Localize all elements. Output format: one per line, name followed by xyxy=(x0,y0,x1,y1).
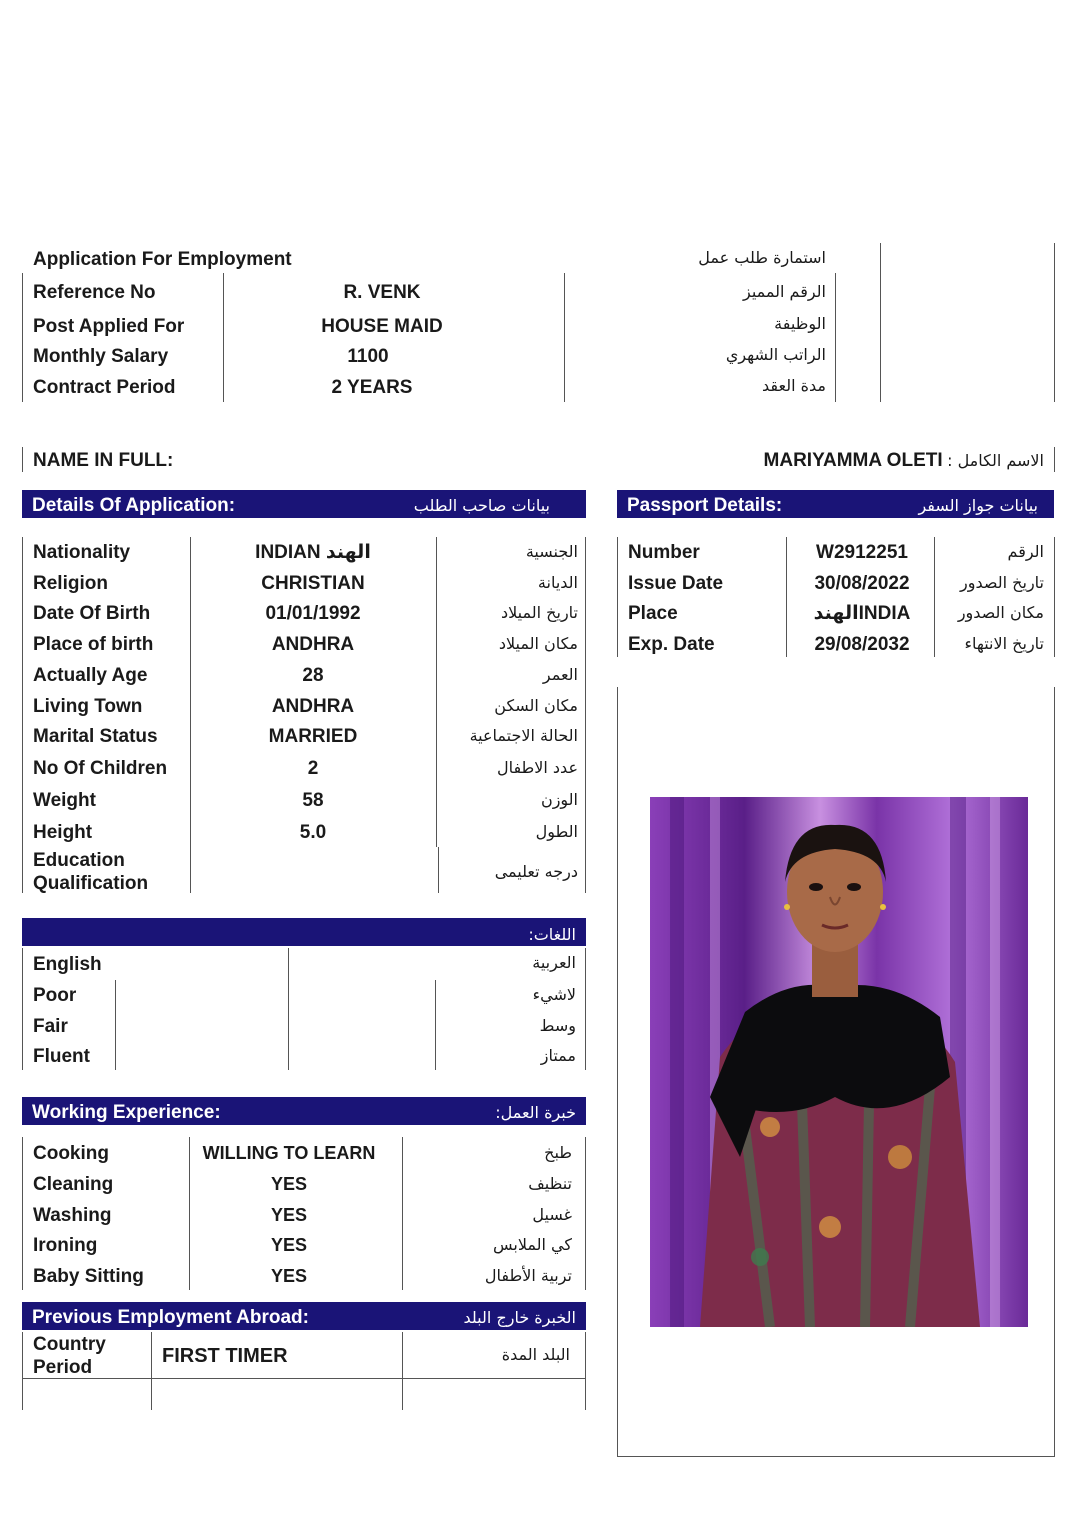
detail-row-value: CHRISTIAN xyxy=(261,573,365,594)
full-name-value: MARIYAMMA OLETI xyxy=(763,450,943,471)
language-level-label-ar: لاشيء xyxy=(532,985,576,1004)
detail-row-label-ar: العمر xyxy=(542,665,578,684)
contract-period-label: Contract Period xyxy=(33,377,176,398)
detail-row-label: Actually Age xyxy=(33,665,148,686)
language-level-label-ar: وسط xyxy=(539,1016,576,1035)
previous-country-label: Country xyxy=(33,1334,106,1355)
detail-row-label: Religion xyxy=(33,573,108,594)
full-name-label-ar: : الاسم الكامل xyxy=(947,451,1044,470)
detail-row-label-ar: الجنسية xyxy=(525,542,578,561)
detail-row-label-ar: تاريخ الميلاد xyxy=(501,603,578,622)
detail-row-label-ar: الديانة xyxy=(537,573,578,592)
detail-row-label-ar: مكان السكن xyxy=(494,696,578,715)
detail-row-value: 58 xyxy=(302,790,324,811)
detail-row-label: No Of Children xyxy=(33,758,168,779)
form-title: Application For Employment xyxy=(33,249,292,270)
languages-header-bar xyxy=(22,918,586,946)
experience-row-label: Baby Sitting xyxy=(33,1266,144,1287)
post-applied-value: HOUSE MAID xyxy=(321,316,443,337)
language-level-label: Fluent xyxy=(33,1046,90,1067)
passport-row-label: Place xyxy=(628,603,678,624)
passport-row-value: الهندINDIA xyxy=(813,603,911,624)
language-level-label: Fair xyxy=(33,1016,68,1037)
experience-row-label-ar: كي الملابس xyxy=(492,1235,572,1254)
passport-row-label-ar: مكان الصدور xyxy=(957,603,1044,622)
contract-period-value: 2 YEARS xyxy=(331,377,413,398)
reference-no-value: R. VENK xyxy=(343,282,421,303)
detail-row-label: Date Of Birth xyxy=(33,603,151,624)
passport-row-value: 29/08/2032 xyxy=(814,634,910,655)
passport-row-value: 30/08/2022 xyxy=(814,573,910,594)
monthly-salary-label: Monthly Salary xyxy=(33,346,169,367)
experience-row-value: YES xyxy=(270,1174,308,1194)
language-arabic-label: العربية xyxy=(532,953,576,972)
previous-period-label: Period xyxy=(33,1357,93,1378)
passport-title: Passport Details: xyxy=(627,495,783,516)
passport-row-label: Exp. Date xyxy=(628,634,715,655)
passport-header-bar xyxy=(617,490,1054,518)
details-header-bar xyxy=(22,490,586,518)
details-title: Details Of Application: xyxy=(32,495,236,516)
detail-row-label-ar: الحالة الاجتماعية xyxy=(469,726,578,745)
education-label-2: Qualification xyxy=(33,873,149,894)
detail-row-label: Marital Status xyxy=(33,726,158,747)
detail-row-value: ANDHRA xyxy=(271,696,355,717)
reference-no-label-ar: الرقم المميز xyxy=(742,282,826,301)
detail-row-label-ar: عدد الاطفال xyxy=(496,758,578,777)
details-title-ar: بيانات صاحب الطلب xyxy=(413,496,550,515)
experience-title: Working Experience: xyxy=(32,1102,221,1123)
passport-row-label-ar: تاريخ الصدور xyxy=(960,573,1044,592)
languages-title-ar: اللغات: xyxy=(528,925,576,944)
passport-title-ar: بيانات جواز السفر xyxy=(918,496,1038,515)
experience-row-label: Washing xyxy=(33,1205,112,1226)
experience-header-bar xyxy=(22,1097,586,1125)
post-applied-label-ar: الوظيفة xyxy=(774,314,826,333)
detail-row-value: 01/01/1992 xyxy=(265,603,361,624)
name-label: NAME IN FULL: xyxy=(33,450,174,471)
experience-row-label: Ironing xyxy=(33,1235,98,1256)
detail-row-value: 28 xyxy=(302,665,324,686)
detail-row-label: Place of birth xyxy=(33,634,154,655)
language-level-label: Poor xyxy=(33,985,77,1006)
detail-row-label-ar: الوزن xyxy=(540,790,578,809)
detail-row-value: 2 xyxy=(307,758,319,779)
experience-row-label-ar: غسيل xyxy=(532,1205,572,1224)
form-title-arabic: استمارة طلب عمل xyxy=(698,248,826,267)
passport-row-label: Issue Date xyxy=(628,573,724,594)
detail-row-value: INDIAN الهند xyxy=(255,542,371,563)
passport-row-value: W2912251 xyxy=(816,542,908,563)
education-label-1: Education xyxy=(33,850,125,871)
experience-row-label: Cleaning xyxy=(33,1174,114,1195)
contract-period-label-ar: مدة العقد xyxy=(762,376,826,395)
detail-row-label-ar: مكان الميلاد xyxy=(498,634,578,653)
previous-header-bar xyxy=(22,1302,586,1330)
detail-row-value: MARRIED xyxy=(268,726,358,747)
detail-row-value: ANDHRA xyxy=(271,634,355,655)
previous-title-ar: الخبرة خارج البلد xyxy=(463,1308,576,1327)
reference-no-label: Reference No xyxy=(33,282,156,303)
detail-row-label: Nationality xyxy=(33,542,131,563)
experience-row-value: WILLING TO LEARN xyxy=(202,1143,376,1163)
post-applied-label: Post Applied For xyxy=(33,316,185,337)
passport-row-label: Number xyxy=(628,542,700,563)
passport-row-label-ar: الرقم xyxy=(1007,542,1044,561)
passport-row-label-ar: تاريخ الانتهاء xyxy=(964,634,1044,653)
education-label-ar: درجه تعليمى xyxy=(494,862,578,881)
detail-row-label: Height xyxy=(33,822,93,843)
detail-row-label: Living Town xyxy=(33,696,143,717)
full-name xyxy=(764,451,1044,470)
experience-title-ar: خبرة العمل: xyxy=(495,1103,576,1122)
monthly-salary-label-ar: الراتب الشهري xyxy=(725,345,826,364)
language-english-label: English xyxy=(33,954,102,975)
experience-row-value: YES xyxy=(270,1205,308,1225)
experience-row-value: YES xyxy=(270,1266,308,1286)
language-level-label-ar: ممتاز xyxy=(540,1046,576,1065)
monthly-salary-value: 1100 xyxy=(347,346,389,367)
experience-row-label-ar: تربية الأطفال xyxy=(484,1266,572,1285)
previous-label-ar: البلد المدة xyxy=(501,1345,570,1364)
detail-row-value: 5.0 xyxy=(299,822,327,843)
experience-row-label-ar: طبخ xyxy=(544,1143,572,1162)
previous-title: Previous Employment Abroad: xyxy=(32,1307,309,1328)
experience-row-label: Cooking xyxy=(33,1143,109,1164)
previous-employment-value: FIRST TIMER xyxy=(162,1345,288,1367)
experience-row-value: YES xyxy=(270,1235,308,1255)
detail-row-label: Weight xyxy=(33,790,96,811)
detail-row-label-ar: الطول xyxy=(535,822,578,841)
applicant-photo xyxy=(650,797,1028,1327)
experience-row-label-ar: تنظيف xyxy=(528,1174,572,1193)
